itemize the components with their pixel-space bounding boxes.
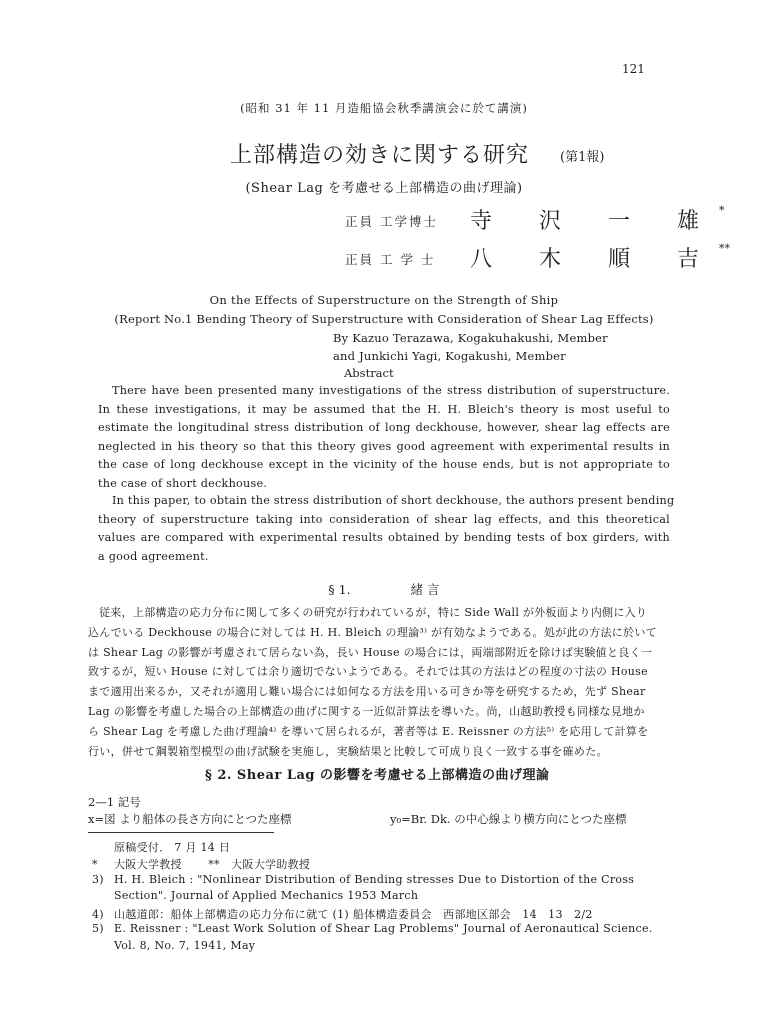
abstract-line: There have been presented many investigations of the stress distribution of superstructure. (112, 384, 670, 397)
footnote-mark: 4) (92, 908, 104, 921)
footnote-received: 原稿受付． 7 月 14 日 (114, 841, 231, 854)
author-1-footnote-mark: * (718, 204, 725, 217)
author-1-name: 寺 沢 一 雄* (470, 204, 725, 234)
body-line: は Shear Lag の影響が考慮されて居らない為，長い House の場合には，両端部附近を除けば実験値と良く一 (88, 645, 653, 659)
abstract-line: neglected in his theory so that this theory gives good agreement with experimental results in (98, 439, 670, 453)
footnote-ref-3-cont: Section". Journal of Applied Mechanics 1953 March (114, 889, 419, 902)
subsection-2-1-heading: 2—1 記号 (88, 795, 141, 809)
abstract-line: a good agreement. (98, 549, 209, 563)
abstract-line: theory of superstructure taking into consideration of shear lag effects, and this theoretical (98, 512, 670, 526)
author-2-name: 八 木 順 吉** (470, 242, 730, 272)
footnote-mark: 5) (92, 922, 104, 935)
footnote-divider (88, 832, 274, 833)
author-1-role: 正員 工学博士 (345, 214, 438, 229)
body-line: 込んでいる Deckhouse の場合に対しては H. H. Bleich の理論³⁾ が有効なようである。処が此の方法に於いて (88, 625, 657, 639)
report-number: (第1報) (560, 150, 605, 165)
byline-author-2: and Junkichi Yagi, Kogakushi, Member (333, 349, 566, 363)
abstract-line: values are compared with experimental results obtained by bending tests of box girders, with (98, 531, 670, 545)
section-2-heading: § 2. Shear Lag の影響を考慮せる上部構造の曲げ理論 (205, 768, 550, 783)
body-line: 従来，上部構造の応力分布に関して多くの研究が行われているが，特に Side Wall が外板面より内側に入り (99, 606, 648, 619)
body-line: 行い，併せて鋼製箱型模型の曲げ試験を実施し，実験結果と比較して可成り良く一致する事を確めた。 (88, 744, 608, 758)
english-subtitle: (Report No.1 Bending Theory of Superstructure with Consideration of Shear Lag Effects) (114, 312, 654, 326)
page-number: 121 (622, 62, 645, 76)
symbol-x-definition: x=図 より船体の長さ方向にとつた座標 (88, 812, 292, 826)
footnote-ref-3: 3) H. H. Bleich : "Nonlinear Distribution of Bending stresses Due to Distortion of the Cross (92, 873, 635, 886)
abstract-line: the case of short deckhouse. (98, 476, 268, 490)
section-1-number: § 1. (328, 582, 351, 597)
japanese-title: 上部構造の効きに関する研究 (230, 143, 530, 168)
footnote-ref-5-cont: Vol. 8, No. 7, 1941, May (114, 939, 256, 952)
abstract-paragraph-1 (98, 382, 670, 494)
section-1-body (88, 603, 670, 761)
footnote-ref-5: 5) E. Reissner : "Least Work Solution of Shear Lag Problems" Journal of Aeronautical Science. (92, 922, 653, 935)
footnote-ref-4: 4) 山越道郎：船体上部構造の応力分布に就て (1) 船体構造委員会 西部地区部会 14 13 2/2 (92, 908, 593, 921)
body-line: まで適用出来るか，又それが適用し難い場合には如何なる方法を用いる可きか等を研究するため，先ず Shear (88, 685, 646, 699)
section-1-heading (0, 580, 768, 598)
japanese-subtitle: (Shear Lag を考慮せる上部構造の曲げ理論) (245, 181, 523, 196)
body-line: Lag の影響を考慮した場合の上部構造の曲げに関する一近似計算法を導いた。尚，山越助教授も同様な見地か (88, 704, 645, 718)
author-2-role: 正員 工 学 士 (345, 252, 436, 267)
abstract-line: In this paper, to obtain the stress distribution of short deckhouse, the authors present bending (112, 494, 675, 507)
abstract-heading: Abstract (344, 366, 394, 380)
abstract-line: In these investigations, it may be assumed that the H. H. Bleich's theory is most useful to (98, 402, 670, 416)
footnote-mark: * (92, 858, 98, 871)
english-title: On the Effects of Superstructure on the Strength of Ship (209, 293, 559, 307)
footnote-mark: 3) (92, 873, 104, 886)
symbol-y0-definition: y₀=Br. Dk. の中心線より横方向にとつた座標 (390, 812, 627, 826)
footnote-affiliations: * 大阪大学教授 ** 大阪大学助教授 (92, 858, 311, 871)
abstract-line: estimate the longitudinal stress distribution of long deckhouse, however, shear lag effects are (98, 421, 670, 435)
conference-note: (昭和 31 年 11 月造船協会秋季講演会に於て講演) (240, 101, 528, 115)
section-1-title: 緒 言 (410, 582, 440, 597)
byline-author-1: By Kazuo Terazawa, Kogakuhakushi, Member (333, 331, 608, 345)
body-line: ら Shear Lag を考慮した曲げ理論⁴⁾ を導いて居られるが，著者等は E. Reissner の方法⁵⁾ を応用して計算を (88, 724, 649, 738)
abstract-line: the case of long deckhouse except in the vicinity of the house ends, but is not appropriate to (98, 458, 670, 472)
body-line: 致するが，短い House に対しては余り適切でないようである。それでは其の方法はどの程度の寸法の House (88, 665, 648, 679)
abstract-paragraph-2 (98, 492, 675, 566)
author-2-footnote-mark: ** (718, 242, 730, 255)
